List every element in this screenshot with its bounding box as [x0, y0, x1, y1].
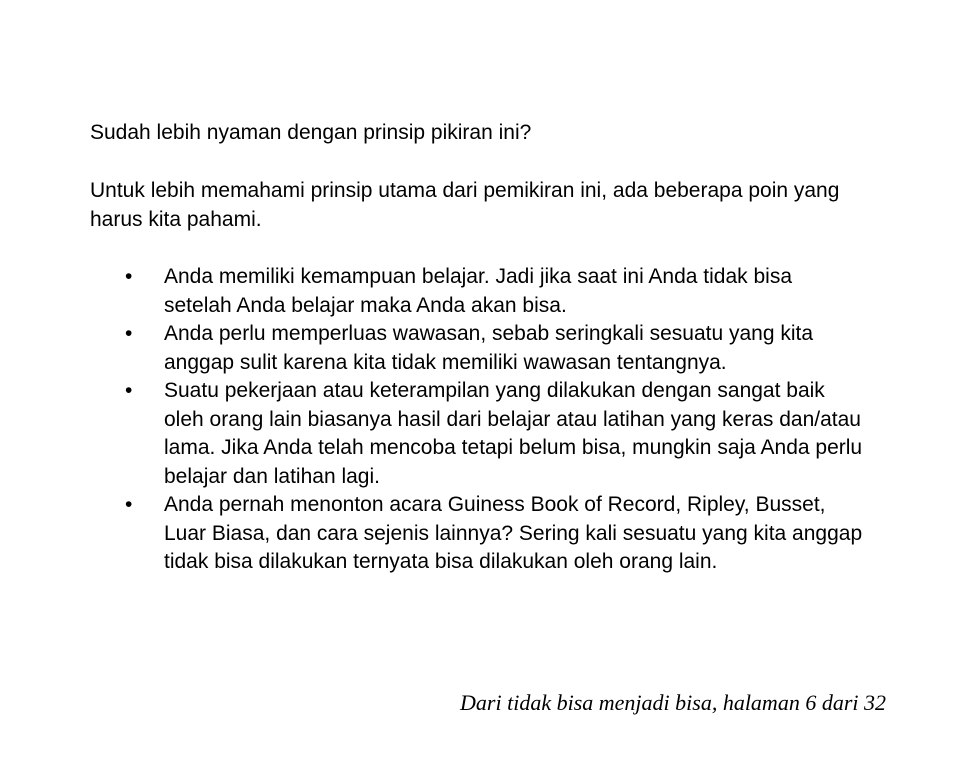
bullet-text: Anda pernah menonton acara Guiness Book of Record, Ripley, Busset, Luar Biasa, dan cara sejenis lainnya? Sering kali sesuatu yang kita anggap tidak bisa dilakukan ternyata bisa dilakukan oleh orang lain. — [164, 493, 863, 573]
bullet-dot-icon: • — [125, 493, 133, 516]
bullet-text: Anda perlu memperluas wawasan, sebab seringkali sesuatu yang kita anggap sulit karena kita tidak memiliki wawasan tentangnya. — [164, 322, 814, 374]
list-item — [0, 491, 864, 577]
bullet-text: Anda memiliki kemampuan belajar. Jadi jika saat ini Anda tidak bisa setelah Anda belajar maka Anda akan bisa. — [164, 265, 793, 317]
bullet-dot-icon: • — [125, 265, 133, 288]
list-item — [0, 320, 864, 377]
intro-question: Sudah lebih nyaman dengan prinsip pikiran ini? — [90, 121, 532, 144]
page-footer: Dari tidak bisa menjadi bisa, halaman 6 dari 32 — [460, 690, 886, 715]
bullet-dot-icon: • — [125, 322, 133, 345]
bullet-dot-icon: • — [125, 379, 133, 402]
bullet-list — [0, 263, 975, 577]
intro-paragraph: Untuk lebih memahami prinsip utama dari pemikiran ini, ada beberapa poin yang harus kita pahami. — [90, 179, 840, 231]
bullet-text: Suatu pekerjaan atau keterampilan yang dilakukan dengan sangat baik oleh orang lain biasanya hasil dari belajar atau latihan yang keras dan/atau lama. Jika Anda telah mencoba tetapi belum bisa, mungkin saja Anda perlu belajar dan latihan lagi. — [164, 379, 863, 488]
list-item — [0, 377, 864, 491]
list-item — [0, 263, 864, 320]
